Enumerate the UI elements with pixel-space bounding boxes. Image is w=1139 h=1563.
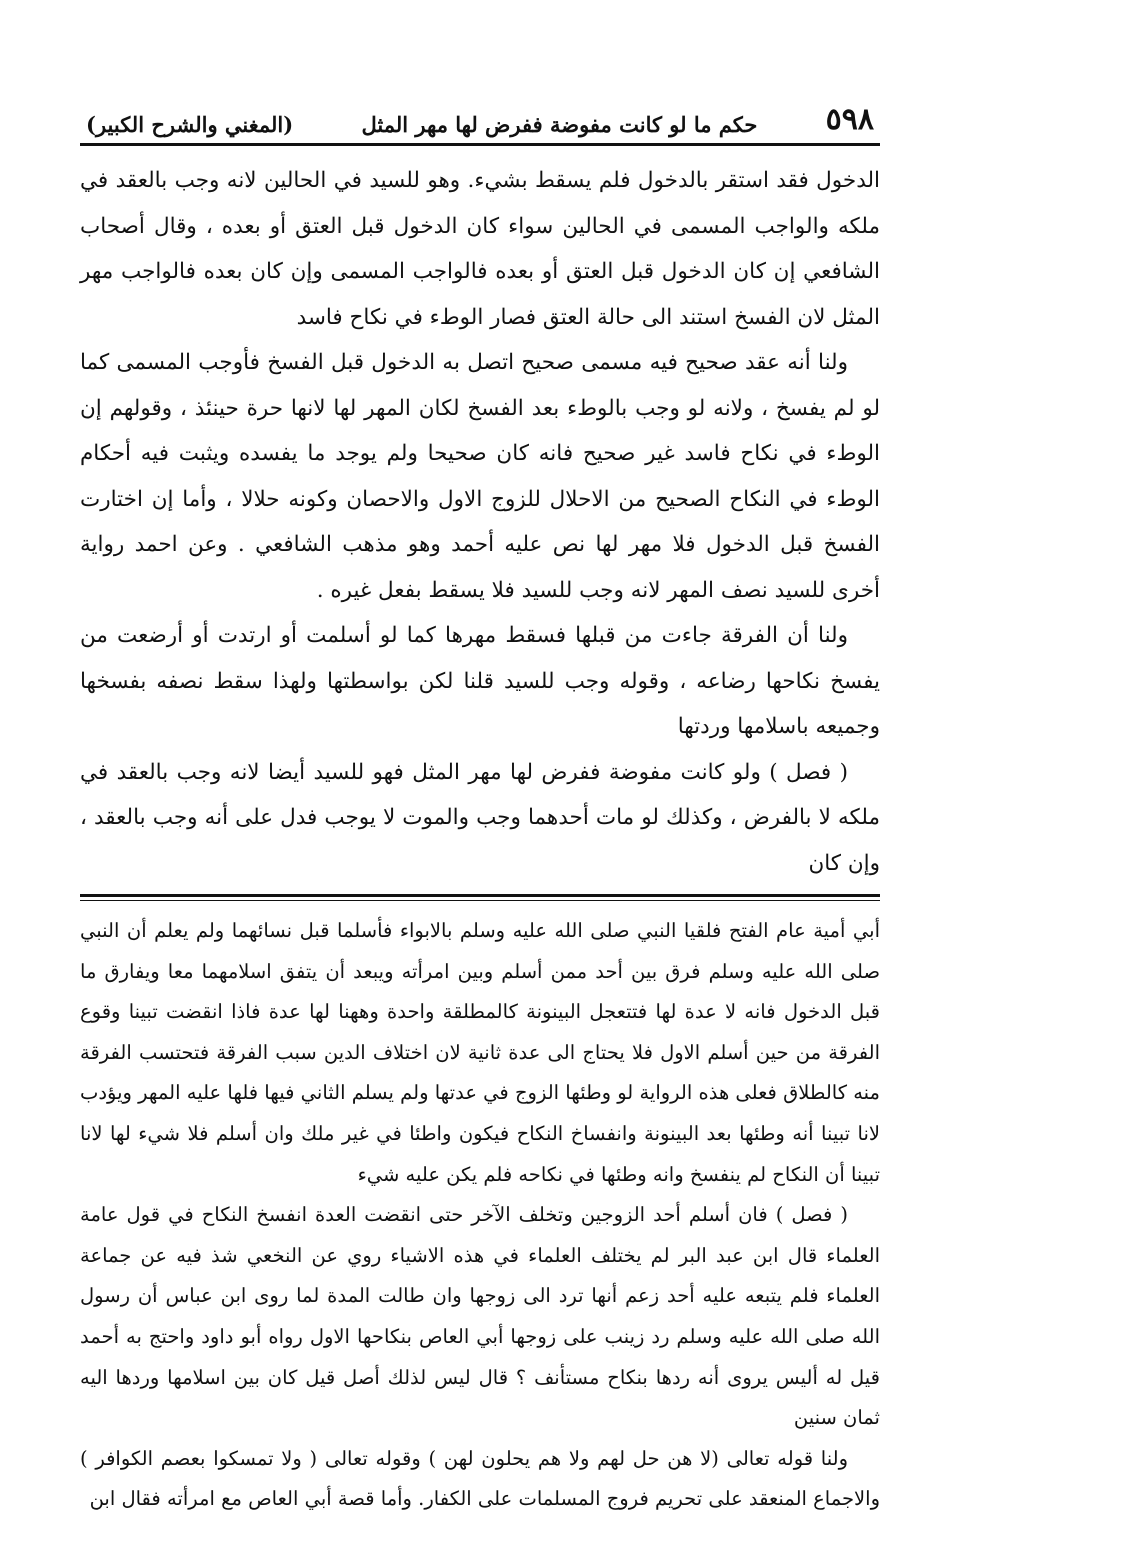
main-paragraph: ولنا أن الفرقة جاءت من قبلها فسقط مهرها كما لو أسلمت أو ارتدت أو أرضعت من يفسخ نكاحها رضاعه ، وقوله وجب للسيد قلنا لكن بواسطتها ولهذا سقط نصفه بفسخها وجميعه باسلامها وردتها [80, 623, 880, 739]
commentary-paragraph: ولنا قوله تعالى (لا هن حل لهم ولا هم يحلون لهن ) وقوله تعالى ( ولا تمسكوا بعصم الكوافر ) والاجماع المنعقد على تحريم فروج المسلمات على الكفار. وأما قصة أبي العاص مع امرأته فقال ابن [80, 1446, 880, 1511]
main-paragraph: الدخول فقد استقر بالدخول فلم يسقط بشيء. وهو للسيد في الحالين لانه وجب بالعقد في ملكه والواجب المسمى في الحالين سواء كان الدخول قبل العتق أو بعده ، وقال أصحاب الشافعي إن كان الدخول قبل العتق أو بعده فالواجب المسمى وإن كان بعده فالواجب مهر المثل لان الفسخ استند الى حالة العتق فصار الوطء في نكاح فاسد [80, 168, 880, 330]
main-paragraph: ولنا أنه عقد صحيح فيه مسمى صحيح اتصل به الدخول قبل الفسخ فأوجب المسمى كما لو لم يفسخ ، ولانه لو وجب بالوطء بعد الفسخ لكان المهر لها لانها حرة حينئذ ، وقولهم إن الوطء في نكاح فاسد غير صحيح فانه كان صحيحا ولم يوجد ما يفسده ويثبت فيه أحكام الوطء في النكاح الصحيح من الاحلال للزوج الاول والاحصان وكونه حلالا ، وأما إن اختارت الفسخ قبل الدخول فلا مهر لها نص عليه أحمد وهو مذهب الشافعي . وعن احمد رواية أخرى للسيد نصف المهر لانه وجب للسيد فلا يسقط بفعل غيره . [80, 350, 880, 603]
commentary-paragraph: أبي أمية عام الفتح فلقيا النبي صلى الله عليه وسلم بالابواء فأسلما قبل نسائهما ولم يعلم أن النبي صلى الله عليه وسلم فرق بين أحد ممن أسلم وبين امرأته ويبعد أن يتفق اسلامهما معا ويفارق ما قبل الدخول فانه لا عدة لها فتتعجل البينونة كالمطلقة واحدة وههنا لها عدة فاذا انقضت تبينا وقوع الفرقة من حين أسلم الاول فلا يحتاج الى عدة ثانية لان اختلاف الدين سبب الفرقة فتحتسب الفرقة منه كالطلاق فعلى هذه الرواية لو وطئها الزوج في عدتها ولم يسلم الثاني فيها فلها عليه المهر ويؤدب لانا تبينا أنه وطئها بعد البينونة وانفساخ النكاح فيكون واطئا في غير ملك وان أسلم فلا شيء لها لانا تبينا أن النكاح لم ينفسخ وانه وطئها في نكاحه فلم يكن عليه شيء [80, 919, 880, 1186]
main-text [80, 158, 880, 886]
main-paragraph: ( فصل ) ولو كانت مفوضة ففرض لها مهر المثل فهو للسيد أيضا لانه وجب بالعقد في ملكه لا بالفرض ، وكذلك لو مات أحدهما وجب والموت لا يوجب فدل على أنه وجب بالعقد ، وإن كان [80, 759, 880, 876]
page-number: ٥٩٨ [825, 102, 874, 137]
page-header [80, 95, 880, 137]
running-title: حكم ما لو كانت مفوضة ففرض لها مهر المثل [361, 112, 758, 137]
section-divider [80, 894, 880, 901]
commentary-paragraph: ( فصل ) فان أسلم أحد الزوجين وتخلف الآخر حتى انقضت العدة انفسخ النكاح في قول عامة العلماء قال ابن عبد البر لم يختلف العلماء في هذه الاشياء روي عن النخعي شذ فيه عن جماعة العلماء فلم يتبعه عليه أحد زعم أنها ترد الى زوجها وان طالت المدة لما روى ابن عباس أن رسول الله صلى الله عليه وسلم رد زينب على زوجها أبي العاص بنكاحها الاول رواه أبو داود واحتج به أحمد قيل له أليس يروى أنه ردها بنكاح مستأنف ؟ قال ليس لذلك أصل قيل كان بين اسلامها وردها اليه ثمان سنين [80, 1203, 880, 1430]
header-rule [80, 143, 880, 146]
book-title: (المغني والشرح الكبير) [86, 112, 294, 137]
lower-commentary [80, 911, 880, 1520]
page [80, 95, 880, 1520]
